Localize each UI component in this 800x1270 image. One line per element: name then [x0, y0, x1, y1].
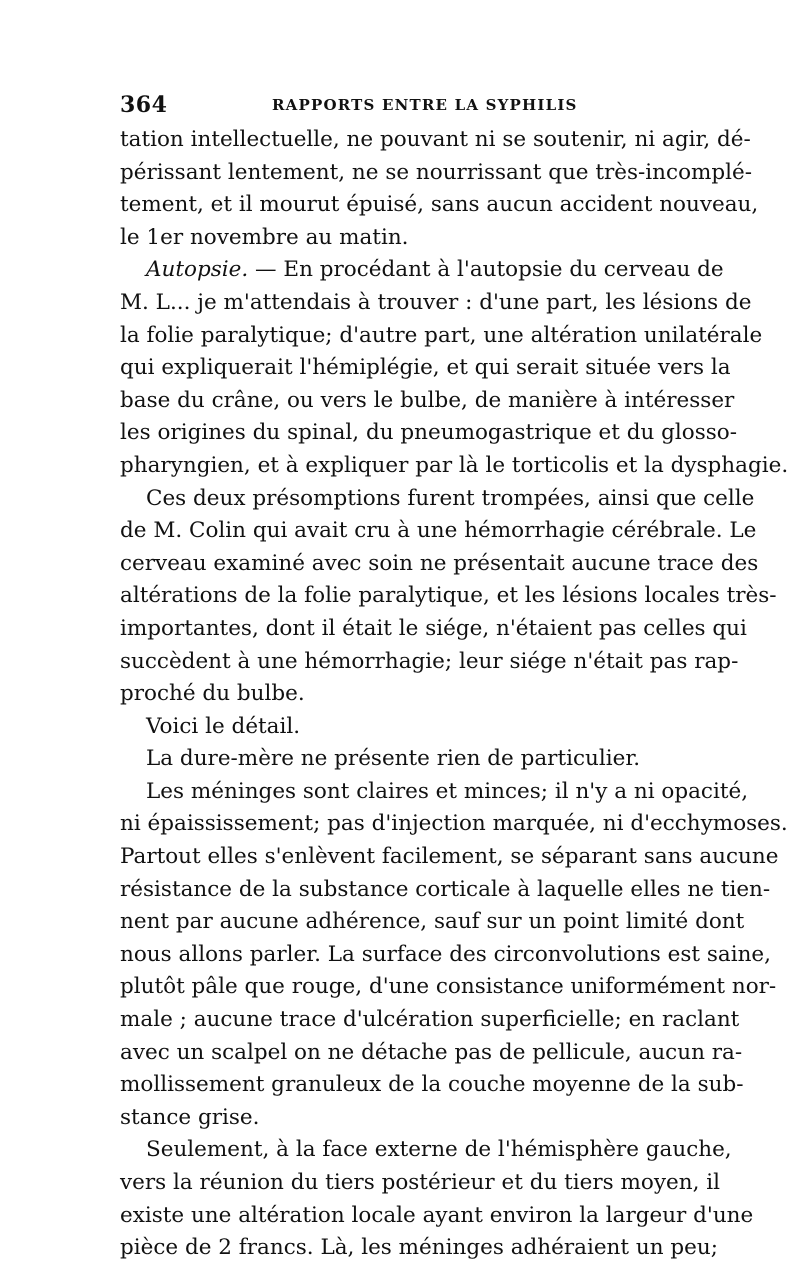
- text-line: de M. Colin qui avait cru à une hémorrhagie cérébrale. Le: [120, 518, 757, 544]
- text-line: pièce de 2 francs. Là, les méninges adhéraient un peu;: [120, 1235, 718, 1261]
- text-line: la folie paralytique; d'autre part, une altération unilatérale: [120, 322, 763, 348]
- text-line: tation intellectuelle, ne pouvant ni se soutenir, ni agir, dé-: [120, 127, 751, 152]
- running-title: RAPPORTS ENTRE LA SYPHILIS: [272, 96, 578, 114]
- text-line: nous allons parler. La surface des circonvolutions est saine,: [120, 941, 771, 967]
- text-line: male ; aucune trace d'ulcération superficielle; en raclant: [120, 1007, 740, 1033]
- text-line: Ces deux présomptions furent trompées, ainsi que celle: [146, 485, 755, 511]
- text-line: ni épaississement; pas d'injection marquée, ni d'ecchymoses.: [120, 811, 788, 837]
- text-line: altérations de la folie paralytique, et les lésions locales très-: [120, 583, 777, 609]
- text-line: proché du bulbe.: [120, 681, 305, 707]
- text-line: existe une altération locale ayant environ la largeur d'une: [120, 1202, 754, 1228]
- text-line: Les méninges sont claires et minces; il n'y a ni opacité,: [146, 778, 749, 804]
- paragraph-5: [120, 743, 678, 776]
- text-line: qui expliquerait l'hémiplégie, et qui serait située vers la: [120, 355, 731, 381]
- text-line: La dure-mère ne présente rien de particulier.: [146, 746, 641, 772]
- text-line: stance grise.: [120, 1104, 260, 1130]
- paragraph-4: [120, 711, 678, 744]
- text-line: cerveau examiné avec soin ne présentait aucune trace des: [120, 550, 759, 576]
- text-line: avec un scalpel on ne détache pas de pellicule, aucun ra-: [120, 1039, 743, 1065]
- paragraph-7: [120, 1134, 754, 1264]
- text-line: résistance de la substance corticale à laquelle elles ne tien-: [120, 876, 771, 902]
- page-number: 364: [120, 92, 168, 118]
- text-line: succèdent à une hémorrhagie; leur siége n'était pas rap-: [120, 648, 739, 674]
- text-line: Voici le détail.: [146, 713, 301, 739]
- body-text: [120, 124, 789, 1265]
- text-line: nent par aucune adhérence, sauf sur un point limité dont: [120, 909, 745, 935]
- text-line: tement, et il mourut épuisé, sans aucun accident nouveau,: [120, 192, 759, 218]
- text-line-rest: — En procédant à l'autopsie du cerveau de: [248, 257, 724, 283]
- paragraph-3: [120, 483, 777, 711]
- paragraph-6: [120, 776, 788, 1135]
- text-line: vers la réunion du tiers postérieur et du tiers moyen, il: [120, 1170, 721, 1195]
- text-line: plutôt pâle que rouge, d'une consistance uniformément nor-: [120, 974, 777, 1000]
- text-line: les origines du spinal, du pneumogastrique et du glosso-: [120, 420, 738, 446]
- autopsie-heading: Autopsie.: [146, 257, 249, 283]
- paragraph-2: [120, 254, 789, 482]
- text-line: Seulement, à la face externe de l'hémisphère gauche,: [146, 1137, 732, 1163]
- text-line: importantes, dont il était le siége, n'étaient pas celles qui: [120, 615, 747, 641]
- text-line: Partout elles s'enlèvent facilement, se séparant sans aucune: [120, 844, 779, 870]
- text-line: pharyngien, et à expliquer par là le torticolis et la dysphagie.: [120, 452, 789, 478]
- page-header: [120, 92, 680, 122]
- text-line: M. L... je m'attendais à trouver : d'une part, les lésions de: [120, 289, 752, 315]
- text-line: mollissement granuleux de la couche moyenne de la sub-: [120, 1072, 744, 1098]
- text-line: base du crâne, ou vers le bulbe, de manière à intéresser: [120, 387, 735, 413]
- paragraph-1: [120, 124, 759, 254]
- text-line: [120, 254, 724, 287]
- text-line: le 1er novembre au matin.: [120, 224, 409, 250]
- text-line: périssant lentement, ne se nourrissant que très-incomplé-: [120, 159, 753, 185]
